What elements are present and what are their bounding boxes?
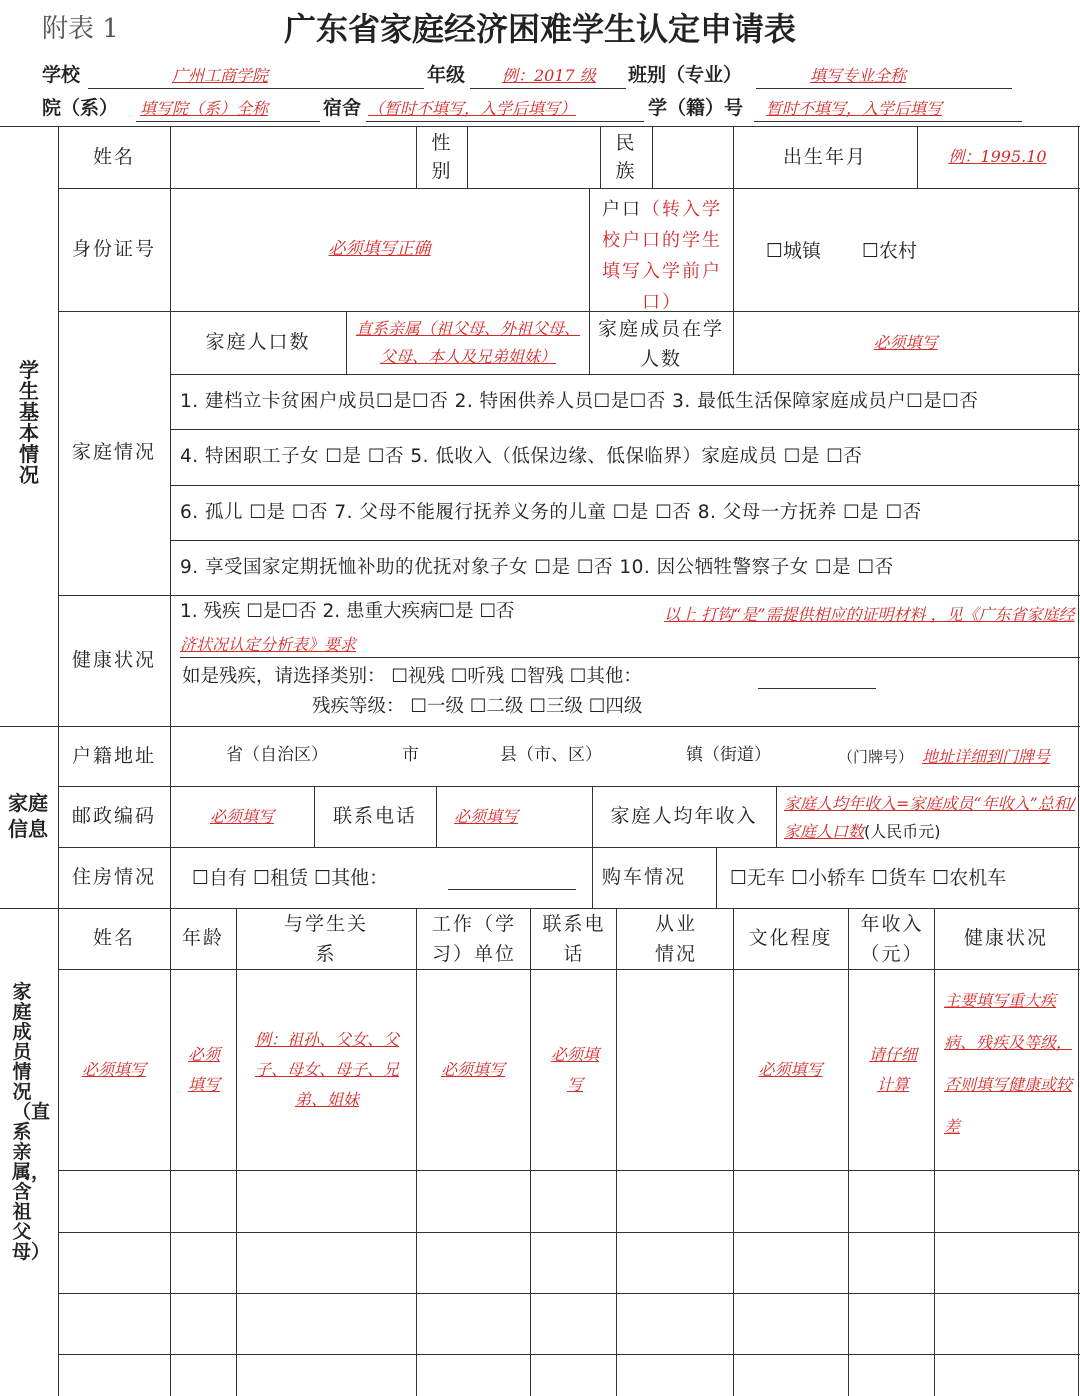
col-header-occupation: 从业情况 <box>654 912 697 965</box>
hukou-rural-option[interactable]: ☐农村 <box>862 240 918 262</box>
example-income[interactable]: 请仔细计算 <box>868 1044 917 1094</box>
table-row[interactable] <box>60 1234 1076 1291</box>
student-id-label: 学（籍）号 <box>648 97 744 119</box>
housing-options[interactable]: ☐自有 ☐租赁 ☐其他： <box>192 867 389 889</box>
ethnic-label: 民族 <box>615 131 637 182</box>
grade-value[interactable]: 例：2017 级 <box>502 66 596 85</box>
class-label: 班别（专业） <box>628 64 743 86</box>
address-label: 户籍地址 <box>71 744 156 767</box>
table-row[interactable] <box>60 1295 1076 1352</box>
col-header-health: 健康状况 <box>963 927 1048 950</box>
col-header-relation: 与学生关系 <box>283 912 368 965</box>
family-status-row4[interactable]: 9. 享受国家定期抚恤补助的优抚对象子女 ☐是 ☐否 10. 因公牺牲警察子女 ☐是 ☐否 <box>180 557 894 578</box>
table-row[interactable] <box>60 1356 1076 1396</box>
name-label: 姓名 <box>92 145 135 168</box>
dorm-label: 宿舍 <box>323 97 362 119</box>
phone-label: 联系电话 <box>332 805 417 828</box>
address-county[interactable]: 县（市、区） <box>500 745 602 765</box>
postcode-value[interactable]: 必须填写 <box>209 806 274 826</box>
example-name[interactable]: 必须填写 <box>81 1059 146 1079</box>
col-header-income: 年收入（元） <box>860 912 924 965</box>
section-student-basic: 学生基本情况 <box>19 358 39 487</box>
hukou-urban-option[interactable]: ☐城镇 <box>766 240 822 262</box>
family-status-label: 家庭情况 <box>71 440 156 463</box>
dept-label: 院（系） <box>42 97 119 119</box>
hukou-label: 户口（转入学校户口的学生填写入学前户口） <box>602 199 722 313</box>
health-note: 以上 打钩“是”需提供相应的证明材料 ，见《广东省家庭经济状况认定分析表》要求 <box>180 605 1075 654</box>
col-header-phone: 联系电话 <box>542 912 606 965</box>
section-family-info: 家庭信息 <box>8 791 48 841</box>
example-education[interactable]: 必须填写 <box>758 1059 823 1079</box>
student-id-value[interactable]: 暂时不填写，入学后填写 <box>766 99 943 118</box>
income-label: 家庭人均年收入 <box>610 805 758 828</box>
school-label: 学校 <box>42 64 81 86</box>
birth-label: 出生年月 <box>782 145 867 168</box>
birth-value[interactable]: 例：1995.10 <box>948 147 1047 167</box>
table-row[interactable] <box>60 1172 1076 1230</box>
family-status-row3[interactable]: 6. 孤儿 ☐是 ☐否 7. 父母不能履行抚养义务的儿童 ☐是 ☐否 8. 父母一方抚养 ☐是 ☐否 <box>180 502 922 523</box>
income-value[interactable]: 家庭人均年收入=家庭成员“年收入”总和/家庭人口数(人民币元) <box>784 794 1076 841</box>
phone-value[interactable]: 必须填写 <box>453 806 518 826</box>
health-label: 健康状况 <box>71 649 156 672</box>
grade-label: 年级 <box>427 64 466 86</box>
address-value[interactable]: 地址详细到门牌号 <box>922 747 1051 766</box>
section-family-members: 家庭成员情况（直系亲属，含祖父母） <box>12 981 51 1263</box>
members-in-school-label: 家庭成员在学人数 <box>597 318 724 370</box>
idcard-value[interactable]: 必须填写正确 <box>328 238 431 259</box>
address-house-number[interactable]: （门牌号） <box>838 748 914 766</box>
school-value[interactable]: 广州工商学院 <box>172 66 269 85</box>
dorm-value[interactable]: （暂时不填写，入学后填写） <box>368 99 577 118</box>
address-town[interactable]: 镇（街道） <box>686 745 771 765</box>
col-header-name: 姓名 <box>92 927 135 950</box>
dept-value[interactable]: 填写院（系）全称 <box>140 99 269 118</box>
car-label: 购车情况 <box>601 866 686 889</box>
col-header-workplace: 工作（学习）单位 <box>431 912 516 965</box>
name-input[interactable] <box>172 128 415 186</box>
form-title: 广东省家庭经济困难学生认定申请表 <box>283 10 796 48</box>
example-age[interactable]: 必须填写 <box>187 1044 220 1094</box>
col-header-education: 文化程度 <box>748 927 833 950</box>
population-value[interactable]: 直系亲属（祖父母、外祖父母、父母、本人及兄弟姐妹） <box>355 319 580 366</box>
health-row1[interactable]: 1. 残疾 ☐是☐否 2. 患重大疾病☐是 ☐否 <box>180 601 515 622</box>
gender-input[interactable] <box>469 128 599 186</box>
example-relation[interactable]: 例：祖孙、父女、父子、母女、母子、兄弟、姐妹 <box>254 1029 399 1109</box>
disability-level[interactable]: 残疾等级： ☐一级 ☐二级 ☐三级 ☐四级 <box>312 696 643 717</box>
ethnic-input[interactable] <box>654 128 732 186</box>
address-city[interactable]: 市 <box>402 745 419 765</box>
members-in-school-value[interactable]: 必须填写 <box>873 332 938 352</box>
attachment-label: 附表 1 <box>42 14 119 44</box>
disability-type[interactable]: 如是残疾，请选择类别： ☐视残 ☐听残 ☐智残 ☐其他： <box>182 666 642 687</box>
example-occupation[interactable] <box>618 971 731 1168</box>
example-health[interactable]: 主要填写重大疾病、残疾及等级，否则填写健康或较差 <box>944 991 1073 1136</box>
col-header-age: 年龄 <box>181 927 224 950</box>
postcode-label: 邮政编码 <box>71 805 156 828</box>
population-label: 家庭人口数 <box>205 331 311 354</box>
idcard-label: 身份证号 <box>71 238 156 261</box>
car-options[interactable]: ☐无车 ☐小轿车 ☐货车 ☐农机车 <box>730 867 1007 889</box>
housing-label: 住房情况 <box>71 866 156 889</box>
family-status-row1[interactable]: 1. 建档立卡贫困户成员☐是☐否 2. 特困供养人员☐是☐否 3. 最低生活保障家庭成员户☐是☐否 <box>180 391 979 412</box>
example-workplace[interactable]: 必须填写 <box>440 1059 505 1079</box>
class-value[interactable]: 填写专业全称 <box>810 66 907 85</box>
family-status-row2[interactable]: 4. 特困职工子女 ☐是 ☐否 5. 低收入（低保边缘、低保临界）家庭成员 ☐是 ☐否 <box>180 446 863 467</box>
example-phone[interactable]: 必须填写 <box>550 1044 599 1094</box>
address-province[interactable]: 省（自治区） <box>226 745 328 765</box>
gender-label: 性别 <box>431 131 453 182</box>
